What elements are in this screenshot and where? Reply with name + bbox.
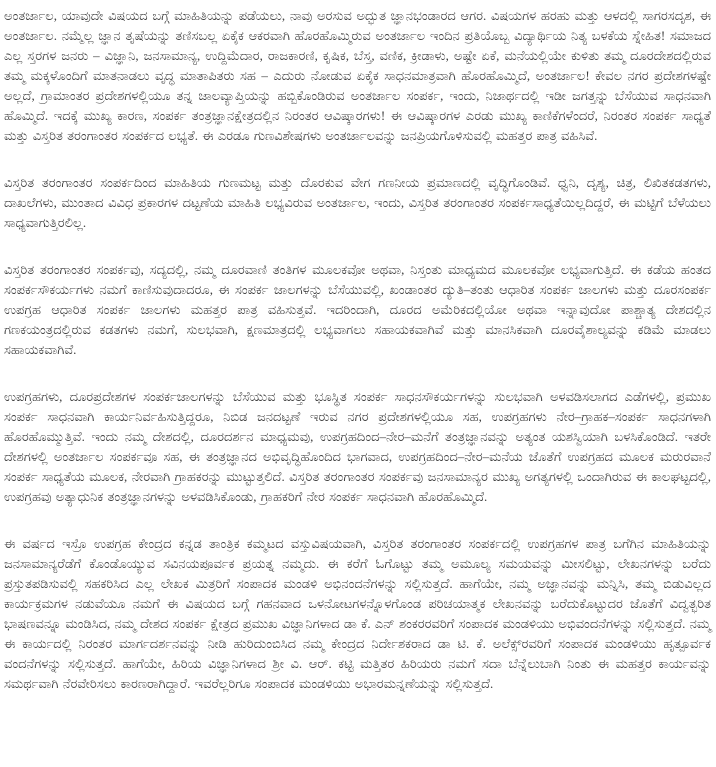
paragraph-broadband-media: ವಿಸ್ತರಿತ ತರಂಗಾಂತರ ಸಂಪರ್ಕವು, ಸದ್ಯದಲ್ಲಿ, ನಮ್ಮ ದೂರವಾಣಿ ತಂತಿಗಳ ಮೂಲಕವೋ ಅಥವಾ, ನಿಸ್ತಂತು ಮಾಧ್ಯಮದ ಮೂಲಕವೋ ಲಭ್ಯವಾಗುತ್ತಿದೆ. ಈ ಕಡೆಯ ಹಂತದ ಸಂಪರ್ಕಸೌಕರ್ಯಗಳು ನಮಗೆ ಕಾಣಿಸುವುದಾದರೂ, ಈ ಸಂಪರ್ಕ ಜಾಲಗಳನ್ನು ಬೆಸೆಯುವಲ್ಲಿ, ಖಂಡಾಂತರ ದ್ಯುತಿ–ತಂತು ಆಧಾರಿತ ಸಂಪರ್ಕ ಜಾಲಗಳು ಮತ್ತು ದೂರಸಂಪರ್ಕ ಉಪಗ್ರಹ ಆಧಾರಿತ ಸಂಪರ್ಕ ಜಾಲಗಳು ಮಹತ್ತರ ಪಾತ್ರ ವಹಿಸುತ್ತವೆ. ಇದರಿಂದಾಗಿ, ದೂರದ ಅಮೆರಿಕದಲ್ಲಿಯೋ ಅಥವಾ ಇನ್ನಾವುದೋ ಪಾಶ್ಚಾತ್ಯ ದೇಶದಲ್ಲಿನ ಗಣಕಯಂತ್ರದಲ್ಲಿರುವ ಕಡತಗಳು ನಮಗೆ, ಸುಲಭವಾಗಿ, ಕ್ಷಣಮಾತ್ರದಲ್ಲಿ ಲಭ್ಯವಾಗಲು ಸಹಾಯಕವಾಗಿವೆ ಮತ್ತು ಮಾನಸಿಕವಾಗಿ ದೂರವೈಶಾಲ್ಯವನ್ನು ಕಡಿಮೆ ಮಾಡಲು ಸಹಾಯಕವಾಗಿವೆ.: [4, 262, 711, 357]
paragraph-editorial-acknowledgements: ಈ ವರ್ಷದ ಇಸ್ರೊ ಉಪಗ್ರಹ ಕೇಂದ್ರದ ಕನ್ನಡ ತಾಂತ್ರಿಕ ಕಮ್ಮಟದ ವಸ್ತುವಿಷಯವಾಗಿ, ವಿಸ್ತರಿತ ತರಂಗಾಂತರ ಸಂಪರ್ಕದಲ್ಲಿ ಉಪಗ್ರಹಗಳ ಪಾತ್ರ ಬಗೆಗಿನ ಮಾಹಿತಿಯನ್ನು ಜನಸಾಮಾನ್ಯರೆಡೆಗೆ ಕೊಂಡೊಯ್ಯುವ ಸವಿನಯಪೂರ್ವಕ ಪ್ರಯತ್ನ ನಮ್ಮದು. ಈ ಕರೆಗೆ ಓಗೊಟ್ಟು ತಮ್ಮ ಅಮೂಲ್ಯ ಸಮಯವನ್ನು ಮೀಸಲಿಟ್ಟು, ಲೇಖನಗಳನ್ನು ಬರೆದು ಪ್ರಸ್ತುತಪಡಿಸುವಲ್ಲಿ ಸಹಕರಿಸಿದ ಎಲ್ಲ ಲೇಖಕ ಮಿತ್ರರಿಗೆ ಸಂಪಾದಕ ಮಂಡಳಿ ಅಭಿನಂದನೆಗಳನ್ನು ಸಲ್ಲಿಸುತ್ತದೆ. ಹಾಗೆಯೇ, ನಮ್ಮ ಅಜ್ಞಾನವನ್ನು ಮನ್ನಿಸಿ, ತಮ್ಮ ಬಿಡುವಿಲ್ಲದ ಕಾರ್ಯಕ್ರಮಗಳ ನಡುವೆಯೂ ನಮಗೆ ಈ ವಿಷಯದ ಬಗ್ಗೆ ಗಹನವಾದ ಒಳನೋಟಗಳನ್ನೊಳಗೊಂಡ ಪರಿಚಯಾತ್ಮಕ ಲೇಖನವನ್ನು ಬರೆದುಕೊಟ್ಟುದರ ಜೊತೆಗೆ ವಿದ್ವತ್ಭರಿತ ಭಾಷಣವನ್ನೂ ಮಂಡಿಸಿದ, ನಮ್ಮ ದೇಶದ ಸಂಪರ್ಕ ಕ್ಷೇತ್ರದ ಪ್ರಮುಖ ವಿಜ್ಞಾನಿಗಳಾದ ಡಾ ಕೆ. ಎನ್ ಶಂಕರರವರಿಗೆ ಸಂಪಾದಕ ಮಂಡಳಿಯು ಅಭಿವಂದನೆಗಳನ್ನು ಸಲ್ಲಿಸುತ್ತದೆ. ನಮ್ಮ ಈ ಕಾರ್ಯದಲ್ಲಿ ನಿರಂತರ ಮಾರ್ಗದರ್ಶನವನ್ನು ನೀಡಿ ಹುರಿದುಂಬಿಸಿದ ನಮ್ಮ ಕೇಂದ್ರದ ನಿರ್ದೇಶಕರಾದ ಡಾ ಟಿ. ಕೆ. ಅಲೆಕ್ಸ್‌ರವರಿಗೆ ಸಂಪಾದಕ ಮಂಡಳಿಯು ಹೃತ್ಪೂರ್ವಕ ವಂದನೆಗಳನ್ನು ಸಲ್ಲಿಸುತ್ತದೆ. ಹಾಗೆಯೇ, ಹಿರಿಯ ವಿಜ್ಞಾನಿಗಳಾದ ಶ್ರೀ ವಿ. ಆರ್. ಕಟ್ಟಿ ಮತ್ತಿತರ ಹಿರಿಯರು ನಮಗೆ ಸದಾ ಬೆನ್ನೆಲುಬಾಗಿ ನಿಂತು ಈ ಮಹತ್ತರ ಕಾರ್ಯವನ್ನು ಸಮರ್ಥವಾಗಿ ನೆರವೇರಿಸಲು ಕಾರಣರಾಗಿದ್ದಾರೆ. ಇವರೆಲ್ಲರಿಗೂ ಸಂಪಾದಕ ಮಂಡಳಿಯು ಅಭಾರಮನ್ನಣೆಯನ್ನು ಸಲ್ಲಿಸುತ್ತದೆ.: [4, 536, 711, 691]
paragraph-broadband-quality: ವಿಸ್ತರಿತ ತರಂಗಾಂತರ ಸಂಪರ್ಕದಿಂದ ಮಾಹಿತಿಯ ಗುಣಮಟ್ಟ ಮತ್ತು ದೊರಕುವ ವೇಗ ಗಣನೀಯ ಪ್ರಮಾಣದಲ್ಲಿ ವೃದ್ಧಿಗೊಂಡಿವೆ. ಧ್ವನಿ, ದೃಶ್ಯ, ಚಿತ್ರ, ಲಿಖಿತಕಡತಗಳು, ದಾಖಲೆಗಳು, ಮುಂತಾದ ವಿವಿಧ ಪ್ರಕಾರಗಳ ದಟ್ಟಣೆಯ ಮಾಹಿತಿ ಲಭ್ಯವಿರುವ ಅಂತರ್ಜಾಲ, ಇಂದು, ವಿಸ್ತರಿತ ತರಂಗಾಂತರ ಸಂಪರ್ಕಸಾಧ್ಯತೆಯಿಲ್ಲದಿದ್ದರೆ, ಈ ಮಟ್ಟಿಗೆ ಬೆಳೆಯಲು ಸಾಧ್ಯವಾಗುತ್ತಿರಲಿಲ್ಲ.: [4, 175, 711, 230]
paragraph-internet-intro: ಅಂತರ್ಜಾಲ, ಯಾವುದೇ ವಿಷಯದ ಬಗ್ಗೆ ಮಾಹಿತಿಯನ್ನು ಪಡೆಯಲು, ನಾವು ಅರಸುವ ಅದ್ಭುತ ಜ್ಞಾನಭಂಡಾರದ ಆಗರ. ವಿಷಯಗಳ ಹರಹು ಮತ್ತು ಆಳದಲ್ಲಿ ಸಾಗರಸದೃಶ, ಈ ಅಂತರ್ಜಾಲ. ನಮ್ಮೆಲ್ಲ ಜ್ಞಾನ ತೃಷೆಯನ್ನು ತಣಿಸಬಲ್ಲ ಏಕೈಕ ಆಕರವಾಗಿ ಹೊರಹೊಮ್ಮಿರುವ ಅಂತರ್ಜಾಲ ಇಂದಿನ ಪ್ರತಿಯೊಬ್ಬ ವಿದ್ಯಾರ್ಥಿಯ ನಿತ್ಯ ಬಳಕೆಯ ಸ್ನೇಹಿತ! ಸಮಾಜದ ಎಲ್ಲ ಸ್ತರಗಳ ಜನರು – ವಿಜ್ಞಾನಿ, ಜನಸಾಮಾನ್ಯ, ಉದ್ದಿಮೆದಾರ, ರಾಜಕಾರಣಿ, ಕೃಷಿಕ, ಬೆಸ್ತ, ವಣಿಕ, ಕ್ರೀಡಾಳು, ಅಷ್ಟೇ ಏಕೆ, ಮನೆಯಲ್ಲಿಯೇ ಕುಳಿತು ತಮ್ಮ ದೂರದೇಶದಲ್ಲಿರುವ ತಮ್ಮ ಮಕ್ಕಳೊಂದಿಗೆ ಮಾತನಾಡಲು ವೃದ್ಧ ಮಾತಾಪಿತರು ಸಹ – ಎದುರು ನೋಡುವ ಏಕೈಕ ಸಾಧನಮಾತ್ರವಾಗಿ ಹೊರಹೊಮ್ಮಿದೆ, ಅಂತರ್ಜಾಲ! ಕೇವಲ ನಗರ ಪ್ರದೇಶಗಳಷ್ಟೇ ಅಲ್ಲದೆ, ಗ್ರಾಮಾಂತರ ಪ್ರದೇಶಗಳಲ್ಲಿಯೂ ತನ್ನ ಜಾಲವ್ಯಾಪ್ತಿಯನ್ನು ಹಬ್ಬಿಕೊಂಡಿರುವ ಅಂತರ್ಜಾಲ ಸಂಪರ್ಕ, ಇಂದು, ನಿಜಾರ್ಥದಲ್ಲಿ ಇಡೀ ಜಗತ್ತನ್ನು ಬೆಸೆಯುವ ಸಾಧನವಾಗಿ ಹೊಮ್ಮಿದೆ. ಇದಕ್ಕೆ ಮುಖ್ಯ ಕಾರಣ, ಸಂಪರ್ಕ ತಂತ್ರಜ್ಞಾನಕ್ಷೇತ್ರದಲ್ಲಿನ ನಿರಂತರ ಆವಿಷ್ಕಾರಗಳು! ಈ ಆವಿಷ್ಕಾರಗಳ ಎರಡು ಮುಖ್ಯ ಕಾಣಿಕೆಗಳೆಂದರೆ, ನಿರಂತರ ಸಂಪರ್ಕ ಸಾಧ್ಯತೆ ಮತ್ತು ವಿಸ್ತರಿತ ತರಂಗಾಂತರ ಸಂಪರ್ಕದ ಲಭ್ಯತೆ. ಈ ಎರಡೂ ಗುಣವಿಶೇಷಗಳು ಅಂತರ್ಜಾಲವನ್ನು ಜನಪ್ರಿಯಗೊಳಿಸುವಲ್ಲಿ ಮಹತ್ತರ ಪಾತ್ರ ವಹಿಸಿವೆ.: [4, 8, 711, 143]
paragraph-satellites-role: ಉಪಗ್ರಹಗಳು, ದೂರಪ್ರದೇಶಗಳ ಸಂಪರ್ಕಜಾಲಗಳನ್ನು ಬೆಸೆಯುವ ಮತ್ತು ಭೂಸ್ಥಿತ ಸಂಪರ್ಕ ಸಾಧನಸೌಕರ್ಯಗಳನ್ನು ಸುಲಭವಾಗಿ ಅಳವಡಿಸಲಾಗದ ಎಡೆಗಳಲ್ಲಿ, ಪ್ರಮುಖ ಸಂಪರ್ಕ ಸಾಧನವಾಗಿ ಕಾರ್ಯನಿರ್ವಹಿಸುತ್ತಿದ್ದರೂ, ನಿಬಿಡ ಜನದಟ್ಟಣೆ ಇರುವ ನಗರ ಪ್ರದೇಶಗಳಲ್ಲಿಯೂ ಸಹ, ಉಪಗ್ರಹಗಳು ನೇರ–ಗ್ರಾಹಕ–ಸಂಪರ್ಕ ಸಾಧನಗಳಾಗಿ ಹೊರಹೊಮ್ಮುತ್ತಿವೆ. ಇಂದು ನಮ್ಮ ದೇಶದಲ್ಲಿ, ದೂರದರ್ಶನ ಮಾಧ್ಯಮವು, ಉಪಗ್ರಹದಿಂದ–ನೇರ–ಮನೆಗೆ ತಂತ್ರಜ್ಞಾನವನ್ನು ಅತ್ಯಂತ ಯಶಸ್ವಿಯಾಗಿ ಬಳಸಿಕೊಂಡಿದೆ. ಇತರೇ ದೇಶಗಳಲ್ಲಿ ಅಂತರ್ಜಾಲ ಸಂಪರ್ಕವೂ ಸಹ, ಈ ತಂತ್ರಜ್ಞಾನದ ಅಭಿವೃದ್ಧಿಹೊಂದಿದ ಭಾಗವಾದ, ಉಪಗ್ರಹದಿಂದ–ನೇರ–ಮನೆಯ ಜೊತೆಗೆ ಉಪಗ್ರಹದ ಮೂಲಕ ಮರುರವಾನೆ ಸಂಪರ್ಕ ಸಾಧ್ಯತೆಯ ಮೂಲಕ, ನೇರವಾಗಿ ಗ್ರಾಹಕರನ್ನು ಮುಟ್ಟುತ್ತಲಿದೆ. ವಿಸ್ತರಿತ ತರಂಗಾಂತರ ಸಂಪರ್ಕವು ಜನಸಾಮಾನ್ಯರ ಮುಖ್ಯ ಅಗತ್ಯಗಳಲ್ಲಿ ಒಂದಾಗಿರುವ ಈ ಕಾಲಘಟ್ಟದಲ್ಲಿ, ಉಪಗ್ರಹವು ಅತ್ಯಾಧುನಿಕ ತಂತ್ರಜ್ಞಾನಗಳನ್ನು ಅಳವಡಿಸಿಕೊಂಡು, ಗ್ರಾಹಕರಿಗೆ ನೇರ ಸಂಪರ್ಕ ಸಾಧನವಾಗಿ ಹೊರಹೊಮ್ಮಿದೆ.: [4, 389, 711, 504]
